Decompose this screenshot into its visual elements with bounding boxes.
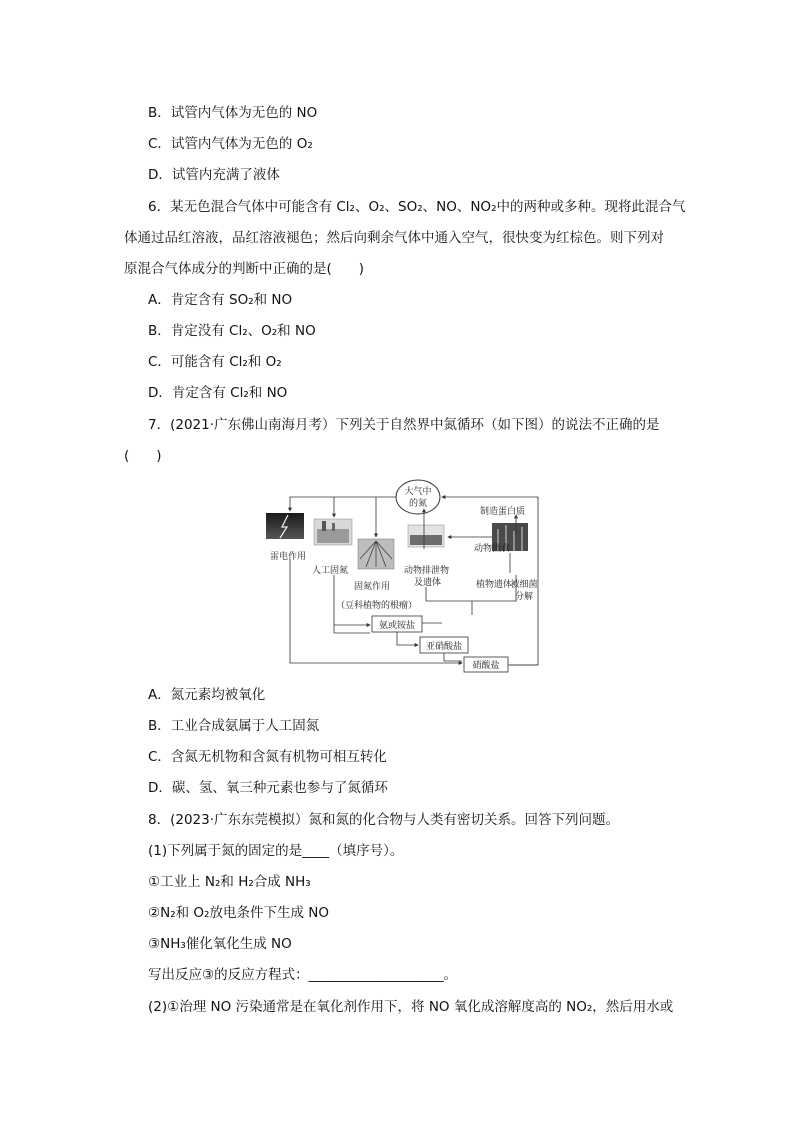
q6-option-a: A．肯定含有 SO₂和 NO — [148, 292, 293, 308]
q8-part1: (1)下列属于氮的固定的是____（填序号）。 — [148, 843, 404, 859]
nitrite-label: 亚硝酸盐 — [425, 642, 463, 652]
nitrogen-cycle-diagram — [262, 475, 540, 673]
artificial-label: 人工固氮 — [312, 566, 349, 576]
q8-equation-prompt: 写出反应③的反应方程式：____________________。 — [148, 967, 458, 983]
q7-option-d: D．碳、氢、氧三种元素也参与了氮循环 — [148, 780, 388, 796]
q8-part2: (2)①治理 NO 污染通常是在氧化剂作用下，将 NO 氧化成溶解度高的 NO₂，然后用水或 — [148, 999, 674, 1015]
bacteria-label-2: 分解 — [514, 592, 534, 602]
atmosphere-label-2: 的氮 — [408, 499, 428, 509]
q8-item3: ③NH₃催化氧化生成 NO — [148, 936, 292, 952]
q7-option-a: A．氮元素均被氧化 — [148, 687, 266, 703]
q7-stem-line2: ( ) — [124, 448, 162, 464]
q7-stem-line1: 7．(2021·广东佛山南海月考）下列关于自然界中氮循环（如下图）的说法不正确的是 — [148, 417, 660, 433]
plant-remains-label: 植物遗体 — [476, 580, 513, 590]
q8-item1: ①工业上 N₂和 H₂合成 NH₃ — [148, 874, 311, 890]
q6-stem-line1: 6．某无色混合气体中可能含有 Cl₂、O₂、SO₂、NO、NO₂中的两种或多种。现将此混合气 — [148, 199, 686, 215]
lightning-image — [266, 513, 304, 539]
q5-option-c: C．试管内气体为无色的 O₂ — [148, 136, 313, 152]
q6-option-c: C．可能含有 Cl₂和 O₂ — [148, 354, 282, 370]
excreta-label-1: 动物排泄物 — [404, 566, 450, 576]
q8-stem: 8．(2023·广东东莞模拟）氮和氮的化合物与人类有密切关系。回答下列问题。 — [148, 812, 620, 828]
fixation-label: 固氮作用 — [354, 582, 391, 592]
q7-option-c: C．含氮无机物和含氮有机物可相互转化 — [148, 749, 387, 765]
q6-option-d: D．肯定含有 Cl₂和 NO — [148, 385, 288, 401]
ammonia-label: 氨或铵盐 — [378, 621, 416, 631]
q8-item2: ②N₂和 O₂放电条件下生成 NO — [148, 905, 329, 921]
bacteria-label-1: 被细菌 — [510, 580, 538, 590]
excreta-label-2: 及遗体 — [414, 578, 442, 588]
nitrate-label: 硝酸盐 — [472, 661, 500, 671]
q5-option-b: B．试管内气体为无色的 NO — [148, 105, 318, 121]
root-nodule-label: （豆科植物的根瘤） — [336, 601, 418, 611]
q7-option-b: B．工业合成氨属于人工固氮 — [148, 718, 320, 734]
q6-stem-line3: 原混合气体成分的判断中正确的是( ) — [124, 261, 365, 277]
protein-label: 制造蛋白质 — [480, 507, 526, 517]
q5-option-d: D．试管内充满了液体 — [148, 167, 280, 183]
q6-option-b: B．肯定没有 Cl₂、O₂和 NO — [148, 323, 316, 339]
lightning-label: 雷电作用 — [270, 552, 307, 562]
animal-intake-label: 动物摄食 — [474, 544, 511, 554]
atmosphere-label-1: 大气中 — [404, 487, 432, 497]
q6-stem-line2: 体通过品红溶液，品红溶液褪色；然后向剩余气体中通入空气，很快变为红棕色。则下列对 — [124, 230, 664, 246]
